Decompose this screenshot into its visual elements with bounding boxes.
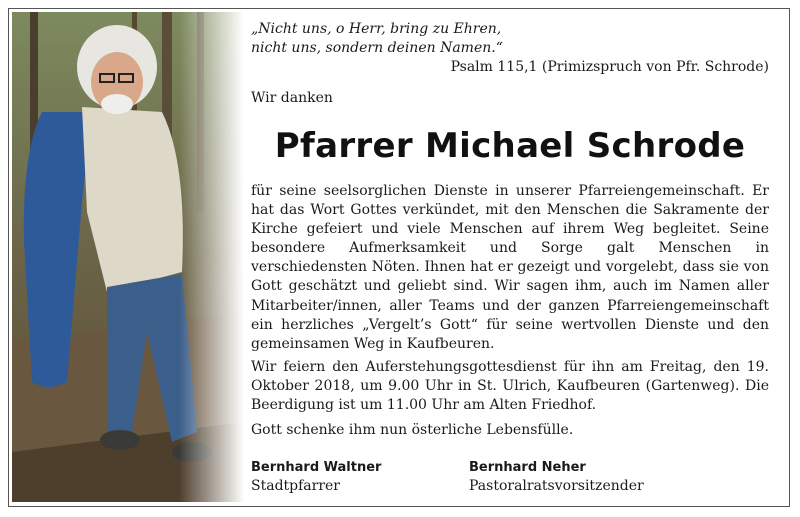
- quote-reference: Psalm 115,1 (Primizspruch von Pfr. Schrode): [450, 59, 769, 75]
- paragraph-service-info: Wir feiern den Auferstehungsgottesdienst für ihn am Freitag, den 19. Oktober 2018, um 9.00 Uhr in St. Ulrich, Kaufbeuren (Gartenweg). Die Beerdigung ist um 11.00 Uhr am Alten Friedhof.: [251, 358, 769, 414]
- signature-left: [251, 458, 381, 496]
- quote-line-2: nicht uns, sondern deinen Namen.“: [251, 40, 503, 56]
- intro-text: Wir danken: [251, 90, 333, 106]
- deceased-name: Pfarrer Michael Schrode: [274, 126, 746, 166]
- paragraph-blessing: Gott schenke ihm nun österliche Lebensfülle.: [251, 422, 574, 439]
- signature-role: Stadtpfarrer: [251, 478, 341, 494]
- paragraph-gratitude: für seine seelsorglichen Dienste in unserer Pfarreiengemeinschaft. Er hat das Wort Gottes verkündet, mit den Menschen die Sakramente der Kirche gefeiert und viele Menschen auf ihrem Weg begleitet. Seine besondere Aufmerksamkeit und Sorge galt Menschen in verschiedensten Nöten. Ihnen hat er gezeigt und vorgelebt, dass sie von Gott geschätzt und geliebt sind. Wir sagen ihm, auch im Namen aller Mitarbeiter/innen, aller Teams und der ganzen Pfarreiengemeinschaft ein herzliches „Vergelt’s Gott“ für seine wertvollen Dienste und den gemeinsamen Weg in Kaufbeuren.: [251, 183, 769, 352]
- signature-name: Bernhard Waltner: [251, 460, 382, 475]
- quote-line-1: „Nicht uns, o Herr, bring zu Ehren,: [251, 21, 502, 37]
- signature-name: Bernhard Neher: [469, 460, 586, 475]
- portrait-photo: [12, 12, 244, 502]
- signature-role: Pastoralratsvorsitzender: [469, 478, 644, 494]
- text-column: [251, 20, 769, 440]
- signature-right: [469, 458, 644, 496]
